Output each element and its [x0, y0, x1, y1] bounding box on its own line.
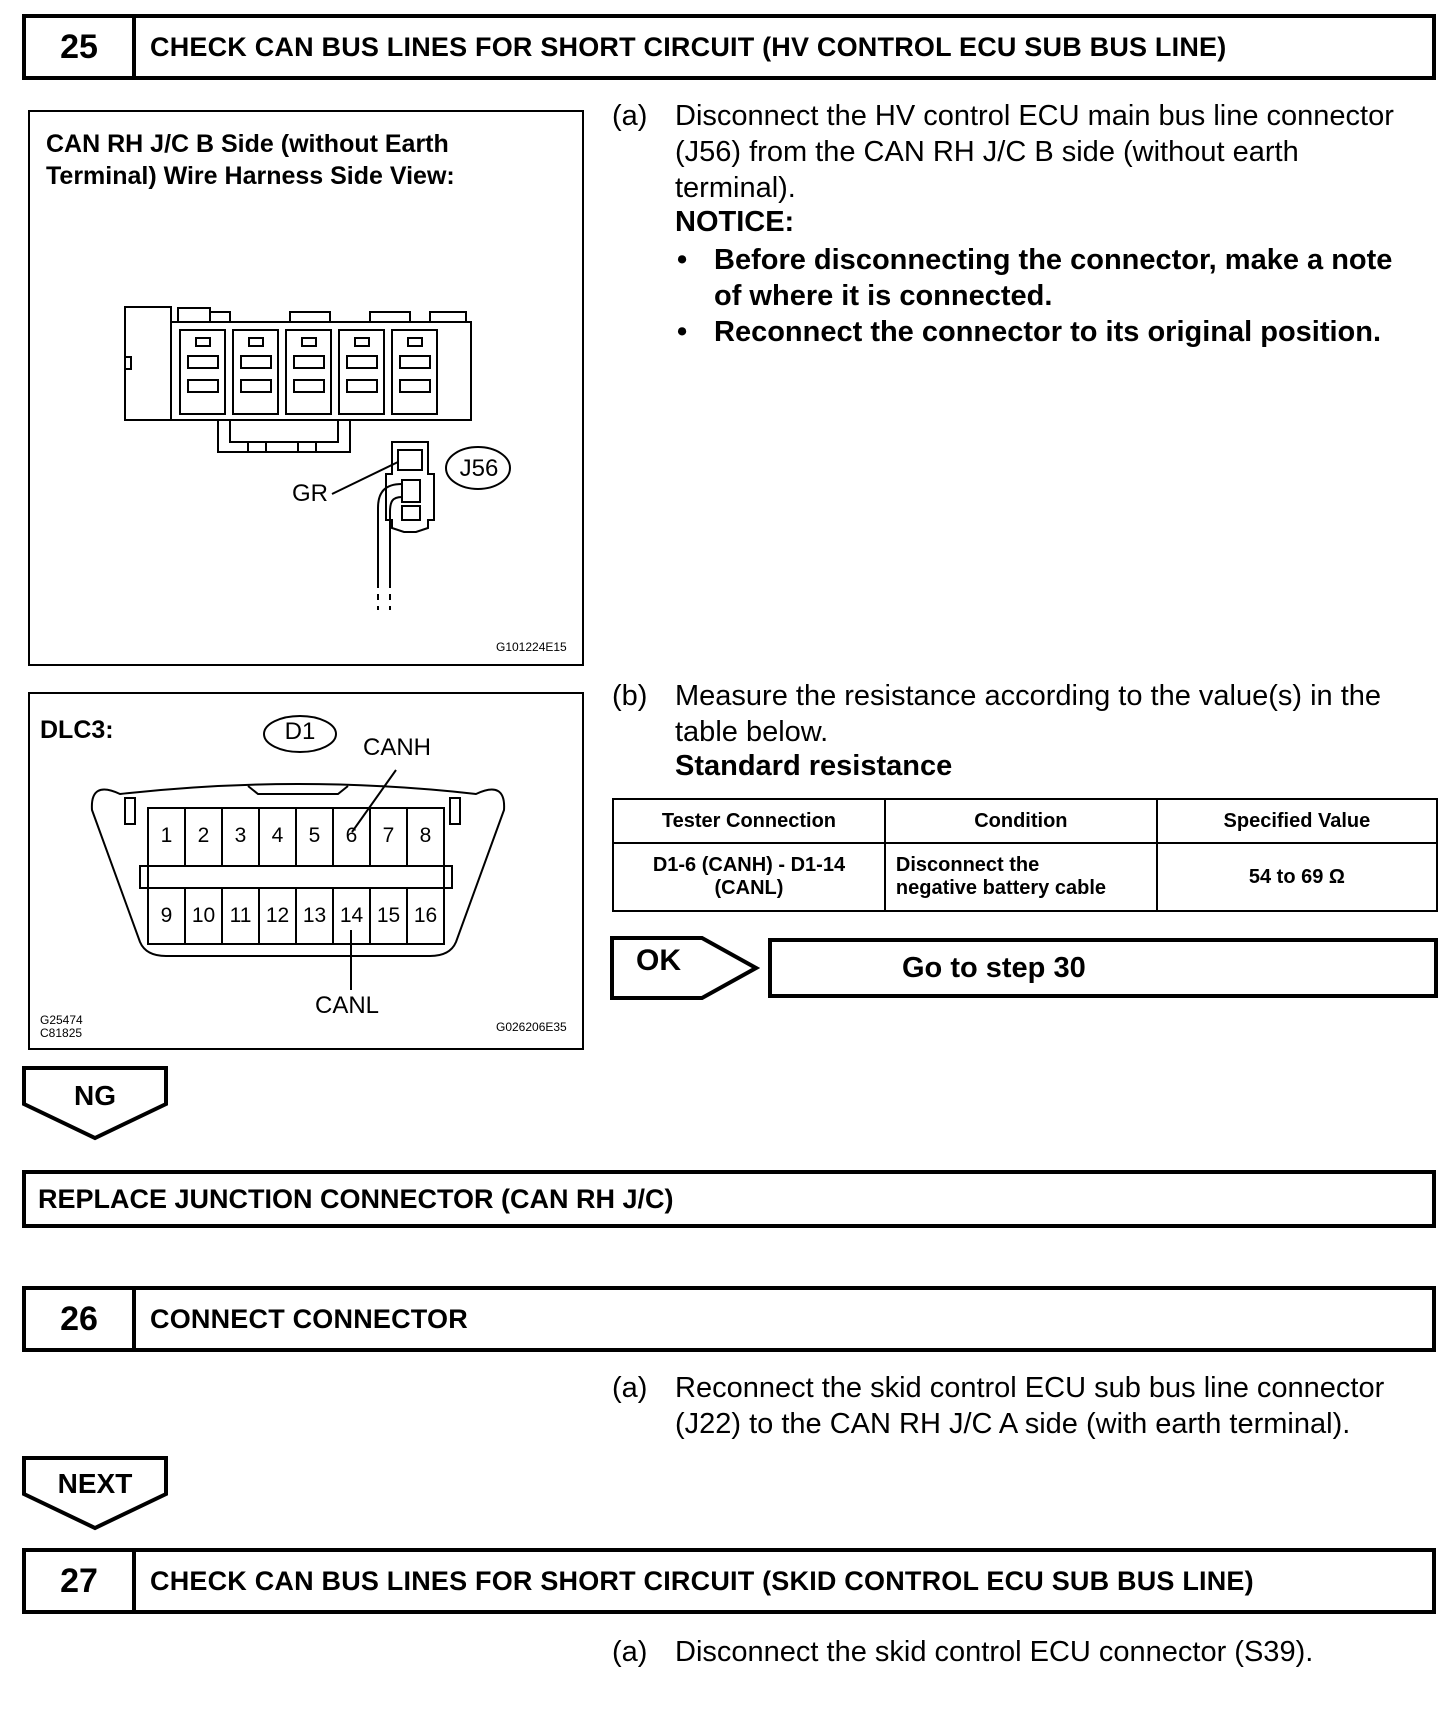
pin-1: 1	[160, 824, 173, 847]
step-25-b-label: (b)	[612, 680, 648, 712]
label-gr: GR	[292, 480, 328, 507]
bullet-1-line1: Before disconnecting the connector, make a note	[714, 244, 1393, 276]
bullet-1-line2: of where it is connected.	[714, 280, 1053, 312]
go-to-step-box[interactable]	[768, 938, 1438, 998]
step-27-a-label: (a)	[612, 1636, 648, 1668]
connector-d1-label: D1	[284, 718, 316, 745]
figure-2-code-left	[40, 1014, 83, 1040]
bullet-2-mark: •	[677, 316, 688, 348]
step-25-instruction-a	[612, 98, 1442, 218]
condition-line2: negative battery cable	[895, 877, 1106, 899]
pin-3: 3	[234, 824, 247, 847]
step-27-a-line1: Disconnect the skid control ECU connector (S39).	[675, 1636, 1314, 1668]
figure-2-code-left1: G25474	[40, 1013, 83, 1027]
step-26-header	[22, 1286, 1436, 1352]
connection-line2: (CANL)	[714, 877, 784, 899]
pin-11: 11	[229, 904, 252, 927]
figure-2-code-left2: C81825	[40, 1026, 83, 1040]
step-25-a-line1: Disconnect the HV control ECU main bus line connector	[675, 100, 1394, 132]
figure-1-title-line1: CAN RH J/C B Side (without Earth	[46, 130, 449, 158]
pin-5: 5	[308, 824, 321, 847]
step-27-instruction-a	[612, 1634, 1442, 1674]
step-25-header	[22, 14, 1436, 80]
go-to-step-text: Go to step 30	[902, 951, 1086, 984]
step-26-a-label: (a)	[612, 1372, 648, 1404]
pin-15: 15	[376, 904, 401, 927]
step-26-title: CONNECT CONNECTOR	[150, 1303, 468, 1334]
table-header: Tester Connection	[613, 799, 885, 843]
table-row	[613, 843, 1437, 911]
pin-8: 8	[419, 824, 432, 847]
step-27-title: CHECK CAN BUS LINES FOR SHORT CIRCUIT (SKID CONTROL ECU SUB BUS LINE)	[150, 1565, 1254, 1596]
ok-label: OK	[636, 944, 681, 977]
notice-heading: NOTICE:	[675, 206, 795, 238]
pin-16: 16	[413, 904, 438, 927]
step-27-number: 27	[26, 1552, 136, 1610]
dlc3-title: DLC3:	[40, 716, 114, 744]
junction-connector-drawing	[30, 112, 582, 664]
figure-1-title-line2: Terminal) Wire Harness Side View:	[46, 162, 455, 190]
figure-1-code: G101224E15	[496, 640, 567, 654]
standard-resistance-heading: Standard resistance	[675, 750, 953, 782]
pin-10: 10	[191, 904, 216, 927]
step-25-b-line2: table below.	[675, 716, 829, 748]
pin-6: 6	[345, 824, 358, 847]
ok-arrow-icon	[610, 936, 760, 1000]
pin-4: 4	[271, 824, 284, 847]
step-25-a-line3: terminal).	[675, 172, 796, 204]
step-25-a-label: (a)	[612, 100, 648, 132]
table-header-row	[613, 799, 1437, 843]
step-25-a-line2: (J56) from the CAN RH J/C B side (without earth	[675, 136, 1299, 168]
figure-can-rh-jc-b	[28, 110, 584, 666]
pin-13: 13	[302, 904, 327, 927]
bullet-2-text: Reconnect the connector to its original position.	[714, 316, 1382, 348]
step-25-number: 25	[26, 18, 136, 76]
table-cell-connection	[613, 843, 885, 911]
step-26-number: 26	[26, 1290, 136, 1348]
resistance-spec-table	[612, 798, 1438, 912]
pin-12: 12	[265, 904, 290, 927]
figure-dlc3	[28, 692, 584, 1050]
figure-2-code-right: G026206E35	[496, 1020, 567, 1034]
canl-label: CANL	[315, 992, 380, 1019]
next-label: NEXT	[57, 1468, 133, 1499]
table-cell-condition	[885, 843, 1157, 911]
table-header: Specified Value	[1157, 799, 1437, 843]
step-26-instruction-a	[612, 1370, 1442, 1450]
step-27-header	[22, 1548, 1436, 1614]
condition-line1: Disconnect the	[895, 854, 1040, 876]
step-26-a-line2: (J22) to the CAN RH J/C A side (with earth terminal).	[675, 1408, 1351, 1440]
pin-9: 9	[160, 904, 173, 927]
table-header: Condition	[885, 799, 1157, 843]
bullet-1-mark: •	[677, 244, 688, 276]
step-25-title: CHECK CAN BUS LINES FOR SHORT CIRCUIT (HV CONTROL ECU SUB BUS LINE)	[150, 31, 1227, 62]
dlc3-top-pins	[148, 824, 444, 848]
dlc3-bottom-pins	[148, 904, 444, 928]
dlc3-drawing	[30, 694, 582, 1048]
replace-junction-connector-box: REPLACE JUNCTION CONNECTOR (CAN RH J/C)	[22, 1170, 1436, 1228]
ng-label: NG	[74, 1080, 116, 1111]
step-26-a-line1: Reconnect the skid control ECU sub bus line connector	[675, 1372, 1385, 1404]
pin-7: 7	[382, 824, 395, 847]
step-25-b-line1: Measure the resistance according to the value(s) in the	[675, 680, 1382, 712]
label-j56: J56	[459, 455, 499, 482]
pin-14: 14	[339, 904, 364, 927]
connection-line1: D1-6 (CANH) - D1-14	[652, 854, 846, 876]
pin-2: 2	[197, 824, 210, 847]
canh-label: CANH	[363, 734, 432, 761]
table-cell-value: 54 to 69 Ω	[1157, 843, 1437, 911]
step-25-instruction-b	[612, 678, 1442, 758]
